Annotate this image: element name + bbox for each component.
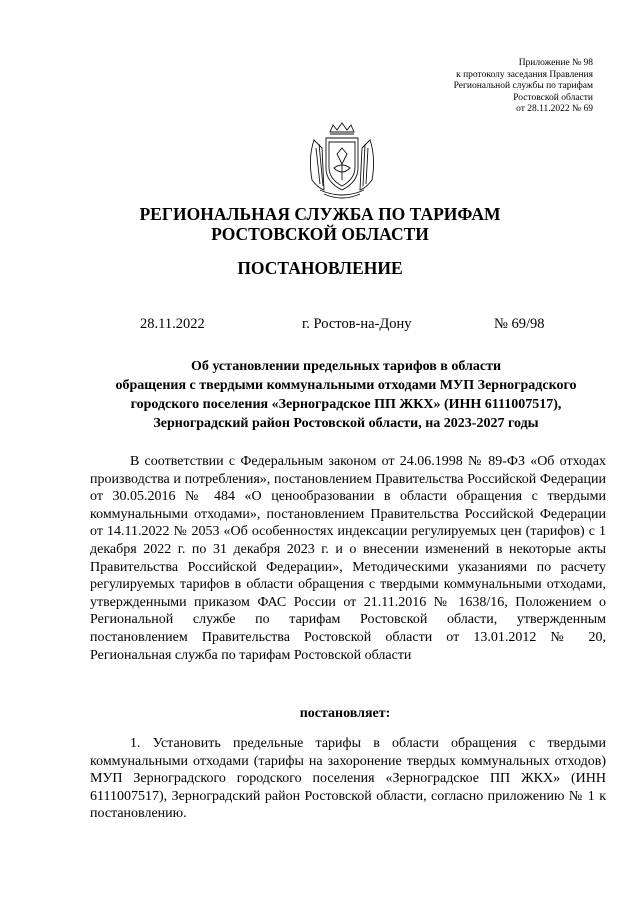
agency-name-line: РОСТОВСКОЙ ОБЛАСТИ [211, 224, 429, 244]
appendix-line: к протоколу заседания Правления [456, 69, 593, 80]
resolves-heading: постановляет: [299, 706, 391, 721]
clause-1-paragraph: 1. Установить предельные тарифы в области обращения с твердыми коммунальными отходами (тарифы на захоронение твердых коммунальных отходов) МУП Зерноградского городского поселения «Зерноградское ПП ЖКХ» (ИНН 6111007517), Зерноградский район Ростовской области, согласно приложению № 1 к постановлению. [90, 736, 606, 822]
appendix-line: Ростовской области [513, 92, 593, 103]
title-line: городского поселения «Зерноградское ПП ЖКХ» (ИНН 6111007517), [130, 397, 562, 412]
document-type: ПОСТАНОВЛЕНИЕ [237, 258, 403, 278]
document-title [86, 357, 606, 433]
coat-of-arms-icon [300, 118, 384, 202]
document-number: № 69/98 [494, 316, 545, 332]
document-place: г. Ростов-на-Дону [302, 316, 412, 332]
preamble-paragraph: В соответствии с Федеральным законом от 24.06.1998 № 89-ФЗ «Об отходах производства и потребления», постановлением Правительства Российской Федерации от 30.05.2016 № 484 «О ценообразовании в области обращения с твердыми коммунальными отходами», постановлением Правительства Российской Федерации от 14.11.2022 № 2053 «Об особенностях индексации регулируемых цен (тарифов) с 1 декабря 2022 г. по 31 декабря 2023 г. и о внесении изменений в некоторые акты Правительства Российской Федерации», Методическими указаниями по расчету регулируемых тарифов в области обращения с твердыми коммунальными отходами, утвержденными приказом ФАС России от 21.11.2016 № 1638/16, Положением о Региональной службе по тарифам Ростовской области, утвержденным постановлением Правительства Ростовской области от 13.01.2012 № 20, Региональная служба по тарифам Ростовской области [90, 454, 606, 663]
appendix-note [454, 58, 593, 116]
document-date: 28.11.2022 [140, 316, 205, 332]
agency-name [0, 204, 640, 244]
title-line: обращения с твердыми коммунальными отходами МУП Зерноградского [115, 378, 577, 393]
appendix-line: от 28.11.2022 № 69 [516, 104, 593, 114]
title-line: Об установлении предельных тарифов в области [190, 359, 502, 374]
title-line: Зерноградский район Ростовской области, на 2023-2027 годы [153, 416, 539, 431]
appendix-line: Региональной службы по тарифам [453, 81, 593, 91]
agency-name-line: РЕГИОНАЛЬНАЯ СЛУЖБА ПО ТАРИФАМ [139, 204, 501, 224]
appendix-line: Приложение № 98 [518, 58, 593, 68]
